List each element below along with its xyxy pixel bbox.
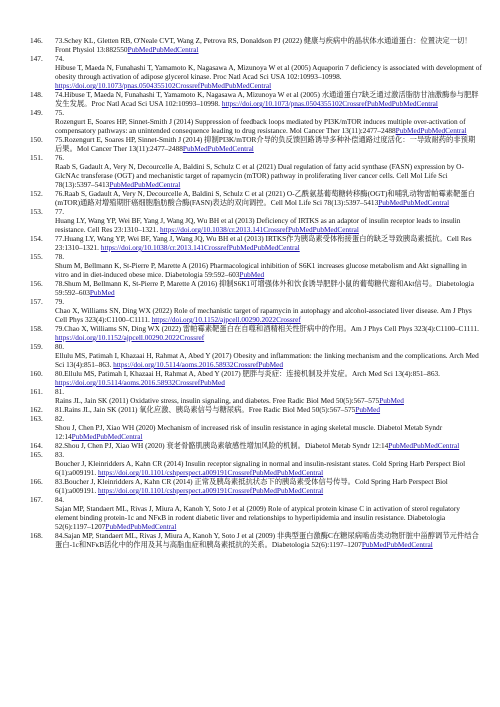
reference-text-line (55, 297, 482, 306)
reference-number: 163. (30, 414, 43, 423)
reference-entry (30, 36, 482, 54)
reference-text: Chao X, Williams SN, Ding WX (2022) Role of mechanistic target of rapamycin in autophagy and alcohol-associated liver disease. Am J Phys Cell Phys 323(4):C1100–C1111. (55, 306, 472, 324)
reference-number: 153. (30, 207, 43, 216)
reference-translation-line (55, 531, 482, 549)
reference-text-line (55, 414, 482, 423)
reference-text: 77.Huang LY, Wang YP, Wei BF, Yang J, Wang JQ, Wu BH et al (2013) IRTKS作为胰岛素受体衔接蛋白的缺乏导致胰岛素抵抗。Cell Res 23:1310–1321. (55, 234, 472, 252)
reference-number: 149. (30, 108, 43, 117)
reference-link[interactable]: https://doi.org/10.1152/ajpcell.00290.2022Crossref (55, 333, 205, 342)
reference-body (55, 108, 482, 135)
reference-translation-line (55, 36, 482, 54)
reference-link[interactable]: https://doi.org/10.1101/cshperspect.a009191CrossrefPubMedPubMedCentral (97, 486, 324, 495)
reference-translation-line (55, 477, 482, 495)
reference-text-line (55, 162, 482, 189)
reference-text-line (55, 216, 482, 234)
reference-link[interactable]: PubMed (379, 396, 404, 405)
reference-number: 155. (30, 252, 43, 261)
reference-number: 150. (30, 135, 43, 144)
reference-translation-line (55, 369, 482, 387)
reference-entry (30, 477, 482, 495)
reference-text: 81.Rains JL, Jain SK (2011) 氧化应激、胰岛素信号与糖尿病。Free Radic Biol Med 50(5):567–575 (55, 405, 356, 414)
reference-text-line (55, 342, 482, 351)
reference-link[interactable]: PubMedPubMedCentral (395, 126, 467, 135)
reference-text: Rains JL, Jain SK (2011) Oxidative stress, insulin signaling, and diabetes. Free Radic Biol Med 50(5):567–575 (55, 396, 380, 405)
reference-entry (30, 54, 482, 90)
reference-text-line (55, 450, 482, 459)
reference-number: 162. (30, 405, 43, 414)
reference-link[interactable]: https://doi.org/10.1038/cr.2013.141CrossrefPubMedPubMedCentral (159, 225, 359, 234)
reference-text: 78.Shum M, Bellmann K, St-Pierre P, Marette A (2016) 抑制S6K1可增强体外和饮食诱导肥胖小鼠的葡萄糖代谢和Akt信号。Diabetologia 59:592–603 (55, 279, 474, 297)
reference-text-line (55, 153, 482, 162)
reference-number: 151. (30, 153, 43, 162)
reference-text-line (55, 459, 482, 477)
reference-entry (30, 252, 482, 279)
reference-body (55, 405, 482, 414)
reference-number: 165. (30, 450, 43, 459)
reference-text: Hibuse T, Maeda N, Funahashi T, Yamamoto K, Nagasawa A, Mizunoya W et al (2005) Aquaporin 7 deficiency is associated with development of obesity through activation of adipose glycerol kinase. Proc Natl Acad Sci USA 102:10993–10998. (55, 63, 482, 81)
reference-number: 161. (30, 387, 43, 396)
reference-entry (30, 207, 482, 234)
reference-text: Shum M, Bellmann K, St-Pierre P, Marette A (2016) Pharmacological inhibition of S6K1 increases glucose metabolism and Akt signalling in vitro and in diet-induced obese mice. Diabetologia 59:592–603 (55, 261, 467, 279)
reference-body (55, 54, 482, 90)
reference-link[interactable]: https://doi.org/10.1073/pnas.0504355102CrossrefPubMedPubMedCentral (55, 81, 272, 90)
reference-body (55, 234, 482, 252)
reference-text: 74. (55, 54, 65, 63)
reference-list (30, 36, 482, 549)
reference-link[interactable]: https://doi.org/10.1038/cr.2013.141CrossrefPubMedPubMedCentral (100, 243, 300, 252)
reference-number: 146. (30, 36, 43, 45)
reference-text-line (55, 495, 482, 504)
reference-text: Boucher J, Kleinridders A, Kahn CR (2014) Insulin receptor signaling in normal and insulin-resistant states. Cold Spring Harb Perspect Biol 6(1):a009191. (55, 459, 466, 477)
reference-text-line (55, 261, 482, 279)
reference-translation-line (55, 405, 482, 414)
reference-entry (30, 153, 482, 189)
reference-text-line (55, 108, 482, 117)
reference-link[interactable]: https://doi.org/10.1101/cshperspect.a009191CrossrefPubMedPubMedCentral (97, 468, 324, 477)
reference-body (55, 450, 482, 477)
reference-text: 84.Sajan MP, Standaert ML, Rivas J, Miura A, Kanoh Y, Soto J et al (2009) 非典型蛋白激酶C在糖尿病啮齿类动物肝脏中甾醇调节元件结合蛋白-1c和NFκB活化中的作用及其与高脂血症和胰岛素抵抗的关系。Diabetologia 52(6):1197–1207 (55, 531, 479, 549)
reference-text: Raab S, Gadault A, Very N, Decourcelle A, Baldini S, Schulz C et al (2021) Dual regulation of fatty acid synthase (FASN) expression by O-GlcNAc transferase (OGT) and mechanistic target of rapamycin (mTOR) pathway in proliferating liver cancer cells. Cell Mol Life Sci 78(13):5397–5413 (55, 162, 464, 189)
reference-translation-line (55, 279, 482, 297)
reference-body (55, 342, 482, 369)
reference-body (55, 495, 482, 531)
reference-entry (30, 441, 482, 450)
reference-text: 77. (55, 207, 65, 216)
reference-link[interactable]: PubMedPubMedCentral (361, 540, 433, 549)
reference-text: 82.Shou J, Chen PJ, Xiao WH (2020) 衰老骨骼肌胰岛素敏感性增加风险的机制。Diabetol Metab Syndr 12:14 (55, 441, 389, 450)
reference-translation-line (55, 441, 482, 450)
reference-link[interactable]: https://doi.org/10.5114/aoms.2016.58932CrossrefPubMed (55, 378, 225, 387)
reference-text: 80.Ellulu MS, Patimah I, Khazaai H, Rahmat A, Abed Y (2017) 肥胖与炎症：连接机制及并发症。Arch Med Sci 13(4):851–863. (55, 369, 440, 378)
reference-text-line (55, 117, 482, 135)
reference-number: 157. (30, 297, 43, 306)
reference-text: 75.Rozengurt E, Soares HP, Sinnet-Smith J (2014) 抑制PI3K/mTOR介导的负反馈回路诱导多种补偿通路过度活化：一导致耐药的非预期后果。Mol Cancer Ther 13(11):2477–2488 (55, 135, 476, 153)
reference-body (55, 207, 482, 234)
reference-text: 73.Schey KL, Gletten RB, O'Neale CVT, Wang Z, Petrova RS, Donaldson PJ (2022) 健康与疾病中的晶状体水通道蛋白：位置决定一切！ Front Physiol 13:882550 (55, 36, 472, 54)
reference-body (55, 441, 482, 450)
reference-link[interactable]: PubMed (355, 405, 381, 414)
reference-body (55, 297, 482, 324)
reference-translation-line (55, 90, 482, 108)
reference-number: 148. (30, 90, 43, 99)
reference-link[interactable]: PubMedPubMedCentral (127, 45, 199, 54)
reference-entry (30, 108, 482, 135)
reference-text: 81. (55, 387, 65, 396)
reference-translation-line (55, 324, 482, 342)
reference-number: 167. (30, 495, 43, 504)
reference-link[interactable]: https://doi.org/10.1073/pnas.0504355102CrossrefPubMedPubMedCentral (221, 99, 438, 108)
reference-number: 156. (30, 279, 43, 288)
reference-entry (30, 189, 482, 207)
reference-text: 76.Raab S, Gadault A, Very N, Decourcelle A, Baldini S, Schulz C et al (2021) O-乙酰氨基葡萄糖转移酶(OGT)和哺乳动物雷帕霉素靶蛋白(mTOR)通路对增殖期肝癌细胞脂肪酸合酶(FASN)表达的双向调控。Cell Mol Life Sci 78(13):5397–5413 (55, 189, 475, 207)
reference-body (55, 36, 482, 54)
reference-entry (30, 279, 482, 297)
reference-entry (30, 234, 482, 252)
reference-text-line (55, 306, 482, 324)
reference-link[interactable]: https://doi.org/10.1152/ajpcell.00290.2022Crossref (151, 315, 301, 324)
reference-text: 83. (55, 450, 65, 459)
reference-entry (30, 297, 482, 324)
reference-number: 147. (30, 54, 43, 63)
reference-text-line (55, 54, 482, 63)
reference-number: 168. (30, 531, 43, 540)
reference-number: 152. (30, 189, 43, 198)
reference-text: 84. (55, 495, 65, 504)
reference-body (55, 252, 482, 279)
reference-entry (30, 135, 482, 153)
reference-text: Shou J, Chen PJ, Xiao WH (2020) Mechanism of increased risk of insulin resistance in aging skeletal muscle. Diabetol Metab Syndr 12:14 (55, 423, 443, 441)
reference-entry (30, 414, 482, 441)
reference-entry (30, 342, 482, 369)
reference-link[interactable]: PubMedPubMedCentral (378, 198, 450, 207)
reference-entry (30, 405, 482, 414)
reference-text: 80. (55, 342, 65, 351)
reference-text-line (55, 387, 482, 396)
reference-text: 76. (55, 153, 65, 162)
reference-text-line (55, 396, 482, 405)
reference-text-line (55, 207, 482, 216)
reference-body (55, 477, 482, 495)
reference-text: Ellulu MS, Patimah I, Khazaai H, Rahmat A, Abed Y (2017) Obesity and inflammation: the linking mechanism and the complications. Arch Med Sci 13(4):851–863. (55, 351, 479, 369)
reference-body (55, 414, 482, 441)
reference-entry (30, 324, 482, 342)
reference-text: 79.Chao X, Williams SN, Ding WX (2022) 雷帕霉素靶蛋白在自噬和酒精相关性肝病中的作用。Am J Phys Cell Phys 323(4):C1100–C1111. (55, 324, 480, 333)
reference-body (55, 324, 482, 342)
reference-text-line (55, 63, 482, 90)
reference-text-line (55, 252, 482, 261)
reference-link[interactable]: https://doi.org/10.5114/aoms.2016.58932CrossrefPubMed (113, 360, 284, 369)
reference-number: 166. (30, 477, 43, 486)
reference-text: Sajan MP, Standaert ML, Rivas J, Miura A, Kanoh Y, Soto J et al (2009) Role of atypical protein kinase C in activation of sterol regulatory element binding protein-1c and NFκB in rodent diabetic liver and relationships to hyperlipidemia and insulin resistance. Diabetologia 52(6):1197–1207 (55, 504, 460, 531)
reference-entry (30, 450, 482, 477)
reference-link[interactable]: PubMed (89, 288, 115, 297)
reference-number: 158. (30, 324, 43, 333)
reference-text-line (55, 504, 482, 531)
reference-translation-line (55, 135, 482, 153)
reference-text: 78. (55, 252, 65, 261)
reference-translation-line (55, 189, 482, 207)
reference-text: 74.Hibuse T, Maeda N, Funahashi T, Yamamoto K, Nagasawa A, Mizunoya W et al (2005) 水通道蛋白7缺乏通过激活脂肪甘油激酶参与肥胖发生发展。Proc Natl Acad Sci USA 102:10993–10998. (55, 90, 479, 108)
reference-link[interactable]: PubMedPubMedCentral (109, 180, 181, 189)
reference-body (55, 189, 482, 207)
reference-number: 159. (30, 342, 43, 351)
reference-text: Rozengurt E, Soares HP, Sinnet-Smith J (2014) Suppression of feedback loops mediated by PI3K/mTOR induces multiple over-activation of compensatory pathways: an unintended consequence leading to drug resistance. Mol Cancer Ther 13(11):2477–2488 (55, 117, 466, 135)
reference-body (55, 531, 482, 549)
reference-link[interactable]: PubMedPubMedCentral (388, 441, 460, 450)
reference-link[interactable]: PubMed (239, 270, 265, 279)
reference-number: 154. (30, 234, 43, 243)
reference-text: Huang LY, Wang YP, Wei BF, Yang J, Wang JQ, Wu BH et al (2013) Deficiency of IRTKS as an adaptor of insulin receptor leads to insulin resistance. Cell Res 23:1310–1321. (55, 216, 461, 234)
reference-entry (30, 387, 482, 405)
reference-text: 79. (55, 297, 65, 306)
reference-body (55, 387, 482, 405)
reference-number: 164. (30, 441, 43, 450)
reference-body (55, 90, 482, 108)
reference-link[interactable]: PubMedPubMedCentral (105, 522, 177, 531)
reference-body (55, 369, 482, 387)
reference-body (55, 153, 482, 189)
reference-number: 160. (30, 369, 43, 378)
reference-text-line (55, 351, 482, 369)
reference-entry (30, 531, 482, 549)
reference-text: 83.Boucher J, Kleinridders A, Kahn CR (2014) 正常及胰岛素抵抗状态下的胰岛素受体信号传导。Cold Spring Harb Perspect Biol 6(1):a009191. (55, 477, 448, 495)
reference-body (55, 279, 482, 297)
reference-entry (30, 495, 482, 531)
reference-text: 82. (55, 414, 65, 423)
reference-translation-line (55, 234, 482, 252)
reference-link[interactable]: PubMedPubMedCentral (182, 144, 254, 153)
reference-entry (30, 90, 482, 108)
reference-text: 75. (55, 108, 65, 117)
reference-link[interactable]: PubMedPubMedCentral (71, 432, 143, 441)
reference-body (55, 135, 482, 153)
reference-entry (30, 369, 482, 387)
reference-text-line (55, 423, 482, 441)
